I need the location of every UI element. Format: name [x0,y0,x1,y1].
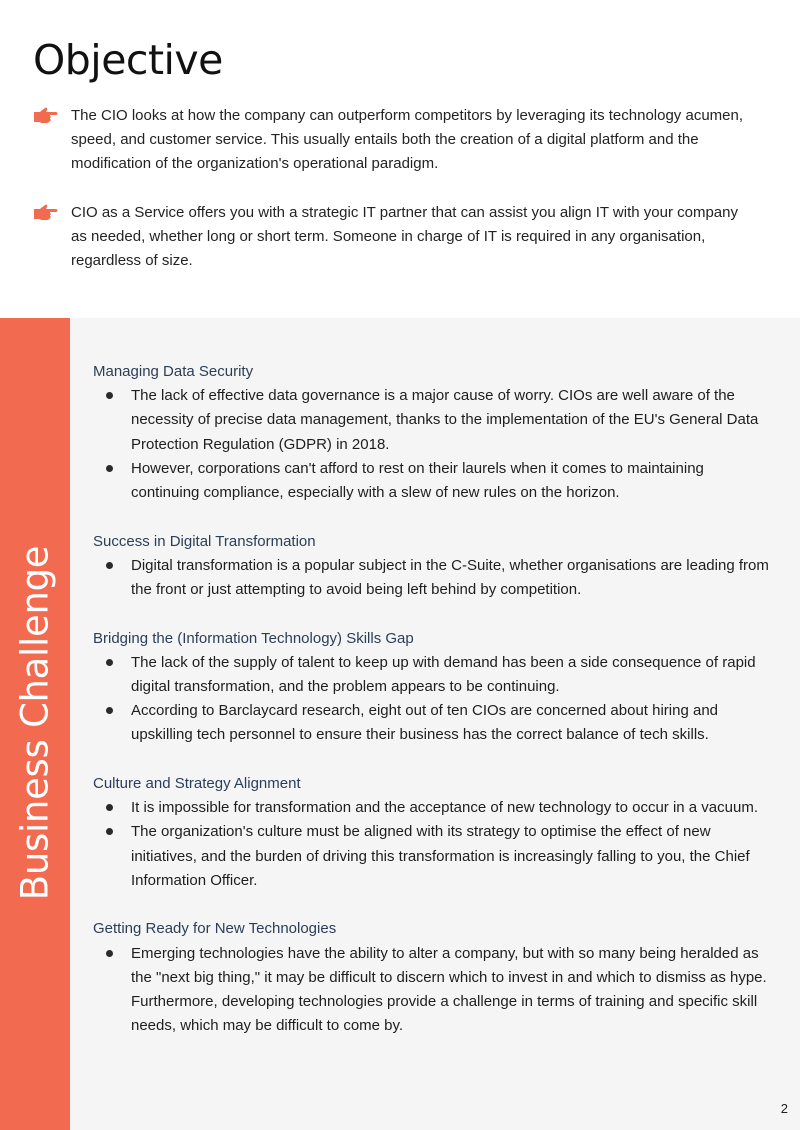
challenge-section [93,360,773,505]
bullet-item [93,554,773,602]
bullet-text: Digital transformation is a popular subject in the C-Suite, whether organisations are leading from the front or just attempting to avoid being left behind by competition. [131,556,769,599]
challenge-section [93,772,773,893]
objective-text: The CIO looks at how the company can outperform competitors by leveraging its technology acumen, speed, and customer service. This usually entails both the creation of a digital platform and the modification of the organization's operational paradigm. [71,107,744,173]
objective-item [0,104,800,177]
section-title: Bridging the (Information Technology) Skills Gap [93,629,414,647]
bullet-list [93,384,773,505]
bullet-text: The lack of the supply of talent to keep up with demand has been a side consequence of rapid digital transformation, and the problem appears to be continuing. [131,653,756,696]
bullet-item [93,699,773,747]
bullet-item [93,796,773,820]
bullet-text: It is impossible for transformation and the acceptance of new technology to occur in a vacuum. [131,799,758,817]
bullet-dot-icon [106,804,113,811]
bullet-text: The lack of effective data governance is a major cause of worry. CIOs are well aware of the necessity of precise data management, thanks to the implementation of the EU's General Data Protection Regulation (GDPR) in 2018. [131,387,759,453]
section-title: Success in Digital Transformation [93,532,316,550]
section-title: Culture and Strategy Alignment [93,775,301,793]
challenge-section [93,530,773,603]
bullet-list [93,942,773,1039]
business-challenge-panel [0,318,800,1130]
page-number: 2 [780,1101,788,1116]
side-banner [0,318,70,1130]
bullet-text: However, corporations can't afford to rest on their laurels when it comes to maintaining continuing compliance, especially with a slew of new rules on the horizon. [131,459,704,502]
challenge-section [93,627,773,748]
side-title: Business Challenge [13,545,57,901]
bullet-dot-icon [106,828,113,835]
bullet-list [93,651,773,748]
bullet-dot-icon [106,950,113,957]
pointing-hand-icon [32,106,58,126]
objective-text: CIO as a Service offers you with a strategic IT partner that can assist you align IT with your company as needed, whether long or short term. Someone in charge of IT is required in any organisation, regardless of size. [71,204,738,270]
bullet-list [93,796,773,893]
bullet-list [93,554,773,602]
bullet-dot-icon [106,392,113,399]
section-title: Managing Data Security [93,363,254,380]
objective-list [0,104,800,274]
bullet-item [93,651,773,699]
challenge-section [93,917,773,1038]
bullet-item [93,384,773,457]
page-heading: Objective [33,36,223,84]
bullet-dot-icon [106,707,113,714]
bullet-item [93,820,773,893]
bullet-dot-icon [106,659,113,666]
bullet-dot-icon [106,562,113,569]
bullet-dot-icon [106,465,113,472]
bullet-item [93,457,773,505]
bullet-text: The organization's culture must be aligned with its strategy to optimise the effect of new initiatives, and the burden of driving this transformation is increasingly falling to you, the Chief Information Officer. [131,823,750,889]
pointing-hand-icon [32,203,58,223]
objective-item [0,201,800,274]
section-title: Getting Ready for New Technologies [93,920,337,938]
bullet-item [93,942,773,1039]
bullet-text: According to Barclaycard research, eight out of ten CIOs are concerned about hiring and upskilling tech personnel to ensure their business has the correct balance of tech skills. [131,702,718,744]
challenge-sections [93,360,773,1038]
bullet-text: Emerging technologies have the ability to alter a company, but with so many being heralded as the "next big thing," it may be difficult to discern which to invest in and which to dismiss as hype. Furthermore, developing technologies provide a challenge in terms of training and specific skill needs, which may be difficult to come by. [131,944,767,1035]
